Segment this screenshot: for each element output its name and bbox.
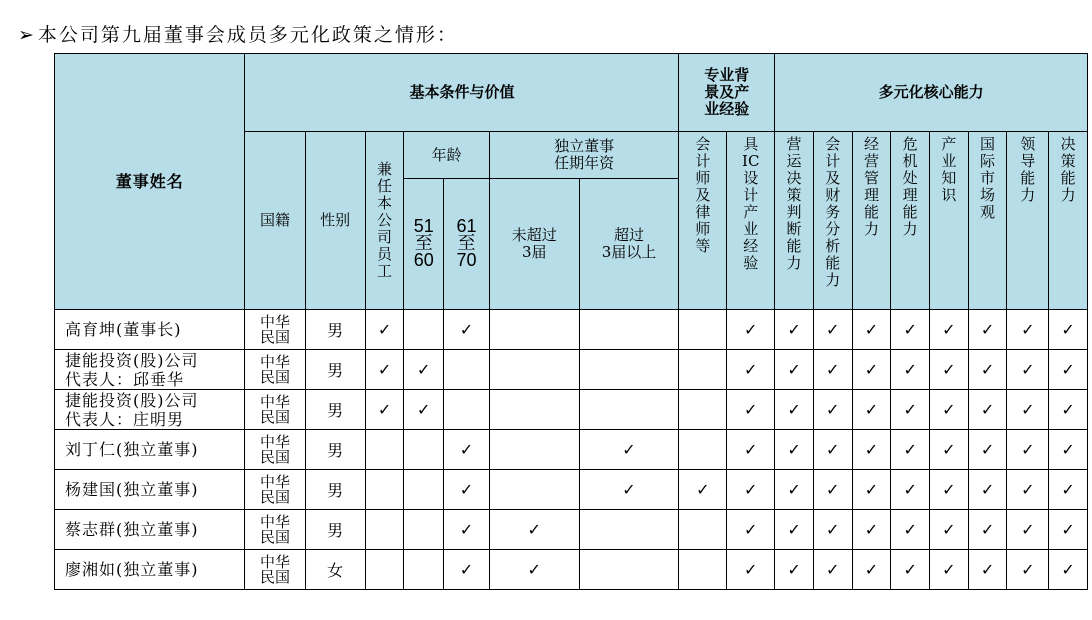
table-row	[55, 510, 1088, 550]
header-group-core: 多元化核心能力	[775, 54, 1088, 132]
header-crisis: 危 机 处 理 能 力	[891, 132, 930, 310]
cell-crisis: ✓	[891, 510, 930, 550]
cell-age-61-70: ✓	[444, 430, 490, 470]
cell-employee	[365, 430, 404, 470]
cell-leadership: ✓	[1007, 390, 1049, 430]
header-accounting-finance: 会 计 及 财 务 分 析 能 力	[813, 132, 852, 310]
header-industry: 产 业 知 识	[930, 132, 969, 310]
cell-operations: ✓	[775, 430, 814, 470]
cell-tenure-under-3	[489, 430, 579, 470]
cell-employee: ✓	[365, 350, 404, 390]
cell-accounting-finance: ✓	[813, 430, 852, 470]
header-age-51-60: 51 至 60	[404, 179, 444, 310]
cell-tenure-over-3	[579, 390, 679, 430]
cell-tenure-under-3	[489, 310, 579, 350]
cell-industry: ✓	[930, 310, 969, 350]
cell-director-name: 刘丁仁(独立董事)	[55, 430, 245, 470]
cell-ic-design: ✓	[727, 550, 775, 590]
header-group-basic: 基本条件与价值	[245, 54, 679, 132]
cell-international: ✓	[968, 390, 1007, 430]
cell-employee: ✓	[365, 390, 404, 430]
cell-decision: ✓	[1049, 510, 1088, 550]
cell-ic-design: ✓	[727, 510, 775, 550]
cell-age-61-70	[444, 390, 490, 430]
cell-management: ✓	[852, 470, 891, 510]
cell-nationality: 中华 民国	[245, 550, 305, 590]
cell-age-61-70	[444, 350, 490, 390]
cell-age-61-70: ✓	[444, 510, 490, 550]
cell-industry: ✓	[930, 390, 969, 430]
cell-leadership: ✓	[1007, 510, 1049, 550]
header-nationality: 国籍	[245, 132, 305, 310]
header-tenure: 独立董事 任期年资	[489, 132, 679, 179]
cell-international: ✓	[968, 310, 1007, 350]
cell-operations: ✓	[775, 310, 814, 350]
cell-director-name: 杨建国(独立董事)	[55, 470, 245, 510]
cell-accounting-finance: ✓	[813, 310, 852, 350]
header-international: 国 际 市 场 观	[968, 132, 1007, 310]
header-decision: 决 策 能 力	[1049, 132, 1088, 310]
header-director-name: 董事姓名	[55, 54, 245, 310]
cell-tenure-over-3: ✓	[579, 430, 679, 470]
cell-age-61-70: ✓	[444, 310, 490, 350]
cell-tenure-over-3: ✓	[579, 470, 679, 510]
cell-ic-design: ✓	[727, 470, 775, 510]
cell-employee	[365, 470, 404, 510]
table-row	[55, 390, 1088, 430]
cell-industry: ✓	[930, 470, 969, 510]
cell-accounting-finance: ✓	[813, 390, 852, 430]
cell-accountant-lawyer: ✓	[679, 470, 727, 510]
cell-tenure-over-3	[579, 310, 679, 350]
header-age: 年龄	[404, 132, 490, 179]
header-gender: 性别	[305, 132, 365, 310]
cell-age-51-60	[404, 310, 444, 350]
cell-accountant-lawyer	[679, 430, 727, 470]
cell-director-name: 捷能投资(股)公司 代表人：邱垂华	[55, 350, 245, 390]
cell-industry: ✓	[930, 350, 969, 390]
cell-leadership: ✓	[1007, 550, 1049, 590]
cell-leadership: ✓	[1007, 350, 1049, 390]
cell-international: ✓	[968, 470, 1007, 510]
board-diversity-table	[54, 53, 1088, 590]
cell-gender: 男	[305, 510, 365, 550]
header-employee: 兼 任 本 公 司 员 工	[365, 132, 404, 310]
cell-accountant-lawyer	[679, 550, 727, 590]
cell-leadership: ✓	[1007, 470, 1049, 510]
table-row	[55, 550, 1088, 590]
cell-management: ✓	[852, 390, 891, 430]
cell-gender: 男	[305, 430, 365, 470]
cell-accountant-lawyer	[679, 350, 727, 390]
cell-director-name: 高育坤(董事长)	[55, 310, 245, 350]
cell-tenure-under-3	[489, 470, 579, 510]
header-leadership: 领 导 能 力	[1007, 132, 1049, 310]
cell-age-51-60	[404, 430, 444, 470]
cell-accountant-lawyer	[679, 510, 727, 550]
cell-accountant-lawyer	[679, 390, 727, 430]
cell-leadership: ✓	[1007, 430, 1049, 470]
cell-industry: ✓	[930, 550, 969, 590]
cell-management: ✓	[852, 550, 891, 590]
cell-tenure-over-3	[579, 550, 679, 590]
cell-tenure-under-3: ✓	[489, 550, 579, 590]
cell-management: ✓	[852, 310, 891, 350]
cell-crisis: ✓	[891, 390, 930, 430]
cell-management: ✓	[852, 430, 891, 470]
cell-crisis: ✓	[891, 430, 930, 470]
cell-nationality: 中华 民国	[245, 390, 305, 430]
cell-tenure-under-3	[489, 390, 579, 430]
cell-management: ✓	[852, 510, 891, 550]
cell-operations: ✓	[775, 390, 814, 430]
cell-tenure-under-3: ✓	[489, 510, 579, 550]
cell-accounting-finance: ✓	[813, 510, 852, 550]
cell-accounting-finance: ✓	[813, 350, 852, 390]
table-body	[55, 310, 1088, 590]
cell-operations: ✓	[775, 510, 814, 550]
table-row	[55, 430, 1088, 470]
cell-age-51-60	[404, 470, 444, 510]
cell-employee	[365, 550, 404, 590]
cell-age-51-60	[404, 550, 444, 590]
cell-tenure-under-3	[489, 350, 579, 390]
header-tenure-under-3: 未超过 3届	[489, 179, 579, 310]
cell-ic-design: ✓	[727, 310, 775, 350]
heading-text: 本公司第九届董事会成员多元化政策之情形：	[37, 24, 458, 46]
cell-employee: ✓	[365, 310, 404, 350]
cell-decision: ✓	[1049, 390, 1088, 430]
cell-crisis: ✓	[891, 550, 930, 590]
cell-crisis: ✓	[891, 310, 930, 350]
cell-decision: ✓	[1049, 350, 1088, 390]
table-row	[55, 310, 1088, 350]
cell-age-51-60: ✓	[404, 350, 444, 390]
cell-nationality: 中华 民国	[245, 470, 305, 510]
cell-ic-design: ✓	[727, 390, 775, 430]
cell-tenure-over-3	[579, 510, 679, 550]
cell-decision: ✓	[1049, 550, 1088, 590]
cell-industry: ✓	[930, 430, 969, 470]
cell-international: ✓	[968, 550, 1007, 590]
cell-age-61-70: ✓	[444, 470, 490, 510]
cell-nationality: 中华 民国	[245, 510, 305, 550]
cell-tenure-over-3	[579, 350, 679, 390]
cell-crisis: ✓	[891, 470, 930, 510]
cell-nationality: 中华 民国	[245, 430, 305, 470]
header-tenure-over-3: 超过 3届以上	[579, 179, 679, 310]
cell-crisis: ✓	[891, 350, 930, 390]
cell-gender: 男	[305, 470, 365, 510]
cell-decision: ✓	[1049, 310, 1088, 350]
cell-operations: ✓	[775, 470, 814, 510]
arrow-bullet-icon: ➢	[18, 24, 36, 46]
cell-gender: 男	[305, 390, 365, 430]
cell-international: ✓	[968, 510, 1007, 550]
table-row	[55, 350, 1088, 390]
cell-management: ✓	[852, 350, 891, 390]
table-row	[55, 470, 1088, 510]
cell-gender: 男	[305, 350, 365, 390]
cell-industry: ✓	[930, 510, 969, 550]
section-heading	[18, 20, 458, 47]
cell-gender: 男	[305, 310, 365, 350]
cell-gender: 女	[305, 550, 365, 590]
cell-international: ✓	[968, 350, 1007, 390]
cell-ic-design: ✓	[727, 430, 775, 470]
cell-director-name: 蔡志群(独立董事)	[55, 510, 245, 550]
cell-ic-design: ✓	[727, 350, 775, 390]
cell-age-51-60: ✓	[404, 390, 444, 430]
cell-accounting-finance: ✓	[813, 470, 852, 510]
cell-nationality: 中华 民国	[245, 350, 305, 390]
cell-leadership: ✓	[1007, 310, 1049, 350]
cell-director-name: 捷能投资(股)公司 代表人：庄明男	[55, 390, 245, 430]
header-group-expertise: 专业背 景及产 业经验	[679, 54, 775, 132]
header-accountant-lawyer: 会 计 师 及 律 师 等	[679, 132, 727, 310]
header-age-61-70: 61 至 70	[444, 179, 490, 310]
cell-age-51-60	[404, 510, 444, 550]
cell-nationality: 中华 民国	[245, 310, 305, 350]
cell-decision: ✓	[1049, 470, 1088, 510]
cell-accountant-lawyer	[679, 310, 727, 350]
cell-international: ✓	[968, 430, 1007, 470]
header-management: 经 营 管 理 能 力	[852, 132, 891, 310]
cell-employee	[365, 510, 404, 550]
cell-operations: ✓	[775, 350, 814, 390]
cell-director-name: 廖湘如(独立董事)	[55, 550, 245, 590]
header-operations: 营 运 决 策 判 断 能 力	[775, 132, 814, 310]
cell-age-61-70: ✓	[444, 550, 490, 590]
header-ic-design: 具 IC 设 计 产 业 经 验	[727, 132, 775, 310]
cell-operations: ✓	[775, 550, 814, 590]
cell-decision: ✓	[1049, 430, 1088, 470]
cell-accounting-finance: ✓	[813, 550, 852, 590]
